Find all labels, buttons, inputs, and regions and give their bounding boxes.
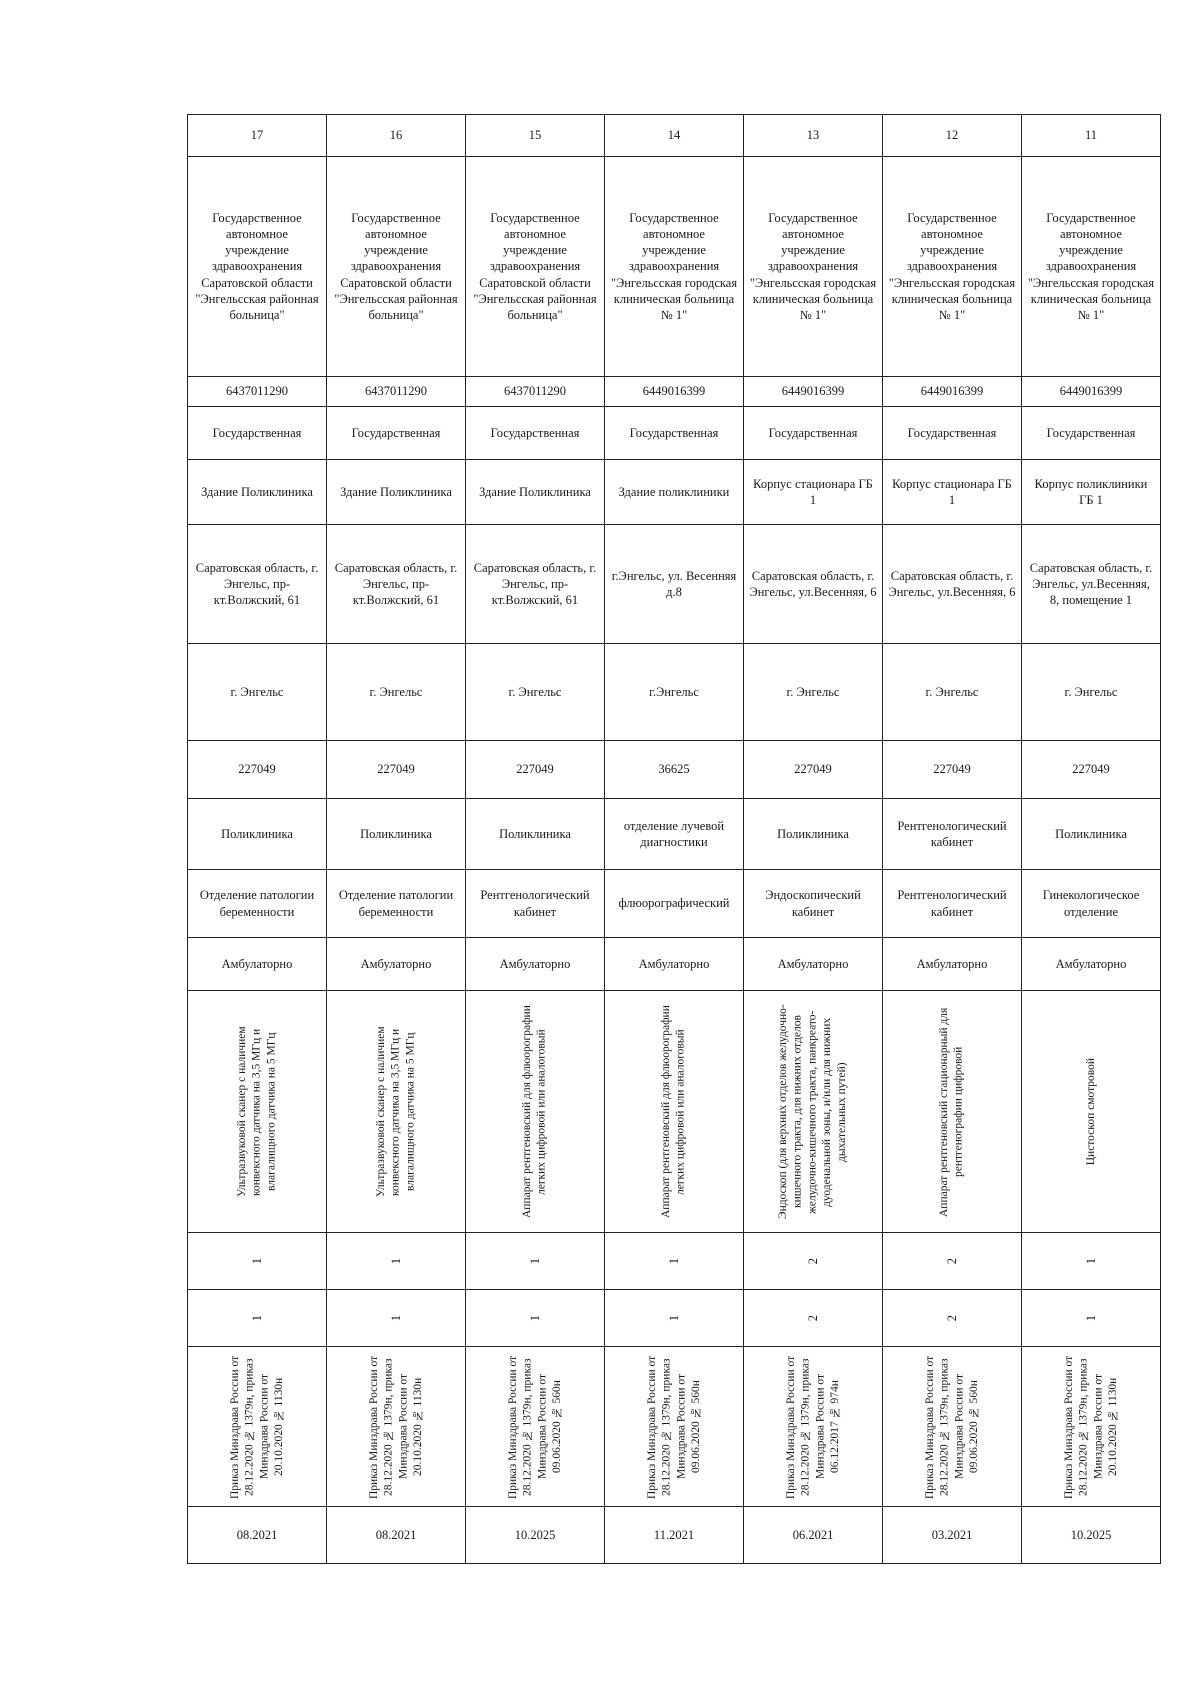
building-text: Здание Поликлиника: [479, 484, 591, 499]
rotated-text-wrapper: [190, 1315, 324, 1321]
rotated-text-wrapper: [746, 1353, 880, 1501]
unit-text: Рентгенологический кабинет: [480, 888, 590, 919]
table-row: [188, 870, 1161, 938]
building-cell: [466, 460, 605, 525]
date-cell: [1022, 1507, 1161, 1564]
column-number-text: 11: [1084, 128, 1098, 143]
quantity-b-text: 1: [388, 1314, 403, 1322]
rotated-text-wrapper: [190, 1258, 324, 1264]
building-cell: [605, 460, 744, 525]
unit-cell: [744, 870, 883, 938]
rotated-text-wrapper: [885, 1353, 1019, 1501]
quantity-a-cell: [744, 1233, 883, 1290]
column-number-cell: [327, 115, 466, 157]
quantity-a-text: 1: [527, 1257, 542, 1265]
division-text: Поликлиника: [1055, 826, 1127, 841]
column-number-cell: [188, 115, 327, 157]
quantity-a-cell: [605, 1233, 744, 1290]
rotated-text-wrapper: [468, 997, 602, 1227]
equipment-cell: [605, 991, 744, 1233]
equipment-text: Ультразвуковой сканер с наличием конвексного датчика на 3,5 МГц и влагалищного датчика на 5 МГц: [374, 1026, 417, 1197]
address-text: Саратовская область, г. Энгельс, ул.Весенняя, 6: [888, 568, 1016, 599]
date-text: 10.2025: [514, 1527, 556, 1542]
unit-cell: [883, 870, 1022, 938]
order-text: Приказ Минздрава России от 28.12.2020 № 1379н, приказ Минздрава России от 20.10.2020 № 1130н: [367, 1354, 424, 1499]
order-cell: [327, 1347, 466, 1507]
quantity-b-text: 2: [944, 1314, 959, 1322]
rotated-text-wrapper: [329, 997, 463, 1227]
rotated-text-wrapper: [468, 1353, 602, 1501]
building-text: Здание Поликлиника: [201, 484, 313, 499]
quantity-b-cell: [605, 1290, 744, 1347]
building-text: Корпус стационара ГБ 1: [892, 476, 1012, 507]
organization-cell: [1022, 157, 1161, 377]
address-text: г.Энгельс, ул. Весенняя д.8: [611, 568, 737, 599]
locality-cell: [466, 644, 605, 741]
table-row: [188, 377, 1161, 407]
ownership-text: Государственная: [768, 425, 858, 440]
population-cell: [605, 741, 744, 799]
care-form-cell: [466, 938, 605, 991]
rotated-text-wrapper: [190, 997, 324, 1227]
date-cell: [744, 1507, 883, 1564]
division-cell: [466, 799, 605, 870]
unit-cell: [605, 870, 744, 938]
address-text: Саратовская область, г. Энгельс, пр-кт.Волжский, 61: [473, 560, 597, 608]
inn-cell: [605, 377, 744, 407]
rotated-text-wrapper: [885, 1315, 1019, 1321]
quantity-b-cell: [744, 1290, 883, 1347]
division-text: Поликлиника: [221, 826, 293, 841]
building-cell: [1022, 460, 1161, 525]
column-number-text: 12: [945, 128, 959, 143]
date-text: 10.2025: [1070, 1527, 1112, 1542]
address-text: Саратовская область, г. Энгельс, ул.Весенняя, 8, помещение 1: [1029, 560, 1153, 608]
equipment-text: Аппарат рентгеновский стационарный для рентгенографии цифровой: [938, 1006, 965, 1217]
date-cell: [883, 1507, 1022, 1564]
rotated-text-wrapper: [746, 1315, 880, 1321]
care-form-text: Амбулаторно: [1055, 956, 1127, 971]
equipment-cell: [188, 991, 327, 1233]
table-row: [188, 460, 1161, 525]
care-form-cell: [605, 938, 744, 991]
unit-cell: [466, 870, 605, 938]
organization-cell: [327, 157, 466, 377]
unit-cell: [188, 870, 327, 938]
division-text: Рентгенологический кабинет: [897, 818, 1007, 849]
population-cell: [327, 741, 466, 799]
division-text: Поликлиника: [360, 826, 432, 841]
inn-cell: [1022, 377, 1161, 407]
locality-cell: [883, 644, 1022, 741]
inn-cell: [327, 377, 466, 407]
quantity-b-text: 1: [666, 1314, 681, 1322]
equipment-text: Ультразвуковой сканер с наличием конвексного датчика на 3,5 МГц и влагалищного датчика на 5 МГц: [235, 1026, 278, 1197]
inn-text: 6449016399: [781, 384, 845, 399]
unit-cell: [1022, 870, 1161, 938]
organization-cell: [188, 157, 327, 377]
organization-text: Государственное автономное учреждение здравоохранения "Энгельсская городская клиническая больница № 1": [1027, 210, 1155, 323]
column-number-text: 15: [528, 128, 542, 143]
table-row: [188, 938, 1161, 991]
organization-cell: [605, 157, 744, 377]
rotated-text-wrapper: [468, 1258, 602, 1264]
rotated-text-wrapper: [885, 1258, 1019, 1264]
address-cell: [188, 525, 327, 644]
ownership-cell: [466, 407, 605, 460]
date-text: 06.2021: [792, 1527, 834, 1542]
table-row: [188, 644, 1161, 741]
division-cell: [1022, 799, 1161, 870]
inn-text: 6449016399: [642, 384, 706, 399]
population-text: 227049: [1072, 762, 1110, 777]
address-cell: [327, 525, 466, 644]
organization-text: Государственное автономное учреждение здравоохранения Саратовской области "Энгельсская районная больница": [334, 210, 458, 323]
address-cell: [605, 525, 744, 644]
column-number-text: 17: [250, 128, 264, 143]
equipment-cell: [327, 991, 466, 1233]
order-cell: [188, 1347, 327, 1507]
inn-text: 6437011290: [225, 384, 289, 399]
order-text: Приказ Минздрава России от 28.12.2020 № 1379н, приказ Минздрава России от 06.12.2017 № 974н: [784, 1354, 841, 1499]
quantity-b-cell: [883, 1290, 1022, 1347]
ownership-cell: [744, 407, 883, 460]
unit-text: Эндоскопический кабинет: [765, 888, 861, 919]
ownership-cell: [1022, 407, 1161, 460]
date-text: 03.2021: [931, 1527, 973, 1542]
locality-text: г. Энгельс: [786, 684, 840, 699]
locality-cell: [744, 644, 883, 741]
division-text: Поликлиника: [777, 826, 849, 841]
unit-cell: [327, 870, 466, 938]
population-cell: [744, 741, 883, 799]
rotated-text-wrapper: [1024, 1315, 1158, 1321]
building-cell: [188, 460, 327, 525]
ownership-text: Государственная: [212, 425, 302, 440]
unit-text: Рентгенологический кабинет: [897, 888, 1007, 919]
quantity-a-text: 1: [388, 1257, 403, 1265]
care-form-cell: [327, 938, 466, 991]
quantity-b-text: 1: [527, 1314, 542, 1322]
care-form-cell: [1022, 938, 1161, 991]
population-text: 227049: [933, 762, 971, 777]
building-text: Здание Поликлиника: [340, 484, 452, 499]
order-cell: [883, 1347, 1022, 1507]
population-text: 227049: [238, 762, 276, 777]
population-cell: [188, 741, 327, 799]
locality-cell: [327, 644, 466, 741]
column-number-cell: [1022, 115, 1161, 157]
address-cell: [744, 525, 883, 644]
order-cell: [466, 1347, 605, 1507]
order-text: Приказ Минздрава России от 28.12.2020 № 1379н, приказ Минздрава России от 09.06.2020 № 560н: [506, 1354, 563, 1499]
locality-cell: [188, 644, 327, 741]
quantity-a-text: 1: [1083, 1257, 1098, 1265]
organization-text: Государственное автономное учреждение здравоохранения Саратовской области "Энгельсская районная больница": [195, 210, 319, 323]
equipment-text: Цистоскоп смотровой: [1084, 1057, 1097, 1166]
order-cell: [1022, 1347, 1161, 1507]
organization-cell: [744, 157, 883, 377]
equipment-text: Эндоскоп (для верхних отделов желудочно- кишечного тракта, для нижних отделов желудочно-кишечного тракта, панкреато-дуоденальной зоны, и/или для нижних дыхательных путей): [777, 1004, 849, 1219]
rotated-text-wrapper: [329, 1315, 463, 1321]
organization-text: Государственное автономное учреждение здравоохранения "Энгельсская городская клиническая больница № 1": [749, 210, 877, 323]
division-text: отделение лучевой диагностики: [623, 818, 725, 849]
population-text: 36625: [658, 762, 690, 777]
rotated-text-wrapper: [329, 1258, 463, 1264]
date-cell: [605, 1507, 744, 1564]
unit-text: флюорографический: [618, 896, 730, 911]
rotated-text-wrapper: [1024, 1058, 1158, 1165]
locality-text: г.Энгельс: [649, 684, 699, 699]
care-form-text: Амбулаторно: [638, 956, 710, 971]
order-text: Приказ Минздрава России от 28.12.2020 № 1379н, приказ Минздрава России от 20.10.2020 № 1130н: [228, 1354, 285, 1499]
organization-text: Государственное автономное учреждение здравоохранения Саратовской области "Энгельсская районная больница": [473, 210, 597, 323]
population-cell: [466, 741, 605, 799]
rotated-text-wrapper: [1024, 1353, 1158, 1501]
column-number-text: 16: [389, 128, 403, 143]
quantity-a-cell: [1022, 1233, 1161, 1290]
date-text: 08.2021: [236, 1527, 278, 1542]
population-text: 227049: [377, 762, 415, 777]
unit-text: Отделение патологии беременности: [199, 888, 315, 919]
address-cell: [466, 525, 605, 644]
quantity-a-text: 1: [666, 1257, 681, 1265]
unit-text: Гинекологическое отделение: [1042, 888, 1140, 919]
building-text: Корпус поликлиники ГБ 1: [1034, 476, 1148, 507]
ownership-cell: [605, 407, 744, 460]
table-row: [188, 525, 1161, 644]
population-cell: [1022, 741, 1161, 799]
order-cell: [744, 1347, 883, 1507]
quantity-b-text: 2: [805, 1314, 820, 1322]
table-row: [188, 991, 1161, 1233]
ownership-text: Государственная: [1046, 425, 1136, 440]
column-number-cell: [883, 115, 1022, 157]
inn-cell: [466, 377, 605, 407]
inn-cell: [744, 377, 883, 407]
table-row: [188, 407, 1161, 460]
building-cell: [744, 460, 883, 525]
inn-cell: [883, 377, 1022, 407]
equipment-cell: [883, 991, 1022, 1233]
division-text: Поликлиника: [499, 826, 571, 841]
building-cell: [883, 460, 1022, 525]
table-row: [188, 1507, 1161, 1564]
division-cell: [327, 799, 466, 870]
rotated-text-wrapper: [885, 997, 1019, 1227]
order-cell: [605, 1347, 744, 1507]
building-text: Корпус стационара ГБ 1: [753, 476, 873, 507]
unit-text: Отделение патологии беременности: [338, 888, 454, 919]
equipment-text: Аппарат рентгеновский для флюорографии легких цифровой или аналоговый: [521, 1005, 548, 1218]
table-row: [188, 1347, 1161, 1507]
quantity-a-text: 1: [249, 1257, 264, 1265]
care-form-cell: [883, 938, 1022, 991]
order-text: Приказ Минздрава России от 28.12.2020 № 1379н, приказ Минздрава России от 09.06.2020 № 560н: [645, 1354, 702, 1499]
table-row: [188, 799, 1161, 870]
ownership-cell: [327, 407, 466, 460]
address-text: Саратовская область, г. Энгельс, пр-кт.Волжский, 61: [195, 560, 319, 608]
ownership-text: Государственная: [629, 425, 719, 440]
inn-cell: [188, 377, 327, 407]
quantity-b-text: 1: [249, 1314, 264, 1322]
order-text: Приказ Минздрава России от 28.12.2020 № 1379н, приказ Минздрава России от 09.06.2020 № 560н: [923, 1354, 980, 1499]
date-cell: [188, 1507, 327, 1564]
ownership-text: Государственная: [351, 425, 441, 440]
equipment-cell: [466, 991, 605, 1233]
locality-text: г. Энгельс: [230, 684, 284, 699]
locality-text: г. Энгельс: [508, 684, 562, 699]
quantity-b-text: 1: [1083, 1314, 1098, 1322]
locality-cell: [1022, 644, 1161, 741]
ownership-text: Государственная: [907, 425, 997, 440]
ownership-text: Государственная: [490, 425, 580, 440]
quantity-a-text: 2: [805, 1257, 820, 1265]
quantity-b-cell: [1022, 1290, 1161, 1347]
locality-text: г. Энгельс: [925, 684, 979, 699]
ownership-cell: [188, 407, 327, 460]
quantity-b-cell: [188, 1290, 327, 1347]
inn-text: 6437011290: [503, 384, 567, 399]
inn-text: 6449016399: [1059, 384, 1123, 399]
table-row: [188, 741, 1161, 799]
locality-cell: [605, 644, 744, 741]
rotated-text-wrapper: [746, 1258, 880, 1264]
population-cell: [883, 741, 1022, 799]
quantity-b-cell: [327, 1290, 466, 1347]
equipment-cell: [1022, 991, 1161, 1233]
rotated-text-wrapper: [607, 1353, 741, 1501]
inn-text: 6449016399: [920, 384, 984, 399]
address-cell: [883, 525, 1022, 644]
building-text: Здание поликлиники: [618, 484, 730, 499]
rotated-text-wrapper: [607, 997, 741, 1227]
equipment-cell: [744, 991, 883, 1233]
care-form-text: Амбулаторно: [916, 956, 988, 971]
care-form-cell: [188, 938, 327, 991]
organization-cell: [883, 157, 1022, 377]
table-row: [188, 157, 1161, 377]
column-number-text: 13: [806, 128, 820, 143]
division-cell: [883, 799, 1022, 870]
table-row: [188, 115, 1161, 157]
column-number-cell: [466, 115, 605, 157]
division-cell: [744, 799, 883, 870]
date-text: 08.2021: [375, 1527, 417, 1542]
rotated-text-wrapper: [468, 1315, 602, 1321]
quantity-a-cell: [327, 1233, 466, 1290]
equipment-table: [187, 114, 1161, 1564]
quantity-b-cell: [466, 1290, 605, 1347]
locality-text: г. Энгельс: [369, 684, 423, 699]
column-number-text: 14: [667, 128, 681, 143]
organization-text: Государственное автономное учреждение здравоохранения "Энгельсская городская клиническая больница № 1": [610, 210, 738, 323]
address-text: Саратовская область, г. Энгельс, ул.Весенняя, 6: [749, 568, 877, 599]
equipment-text: Аппарат рентгеновский для флюорографии легких цифровой или аналоговый: [660, 1005, 687, 1218]
date-cell: [466, 1507, 605, 1564]
rotated-text-wrapper: [329, 1353, 463, 1501]
address-cell: [1022, 525, 1161, 644]
building-cell: [327, 460, 466, 525]
rotated-text-wrapper: [607, 1258, 741, 1264]
care-form-text: Амбулаторно: [221, 956, 293, 971]
column-number-cell: [605, 115, 744, 157]
population-text: 227049: [794, 762, 832, 777]
quantity-a-cell: [188, 1233, 327, 1290]
rotated-text-wrapper: [190, 1353, 324, 1501]
organization-text: Государственное автономное учреждение здравоохранения "Энгельсская городская клиническая больница № 1": [888, 210, 1016, 323]
organization-cell: [466, 157, 605, 377]
table-row: [188, 1290, 1161, 1347]
ownership-cell: [883, 407, 1022, 460]
population-text: 227049: [516, 762, 554, 777]
quantity-a-text: 2: [944, 1257, 959, 1265]
date-text: 11.2021: [653, 1527, 695, 1542]
care-form-text: Амбулаторно: [360, 956, 432, 971]
locality-text: г. Энгельс: [1064, 684, 1118, 699]
inn-text: 6437011290: [364, 384, 428, 399]
care-form-cell: [744, 938, 883, 991]
care-form-text: Амбулаторно: [499, 956, 571, 971]
quantity-a-cell: [883, 1233, 1022, 1290]
rotated-text-wrapper: [607, 1315, 741, 1321]
quantity-a-cell: [466, 1233, 605, 1290]
column-number-cell: [744, 115, 883, 157]
order-text: Приказ Минздрава России от 28.12.2020 № 1379н, приказ Минздрава России от 20.10.2020 № 1130н: [1062, 1354, 1119, 1499]
address-text: Саратовская область, г. Энгельс, пр-кт.Волжский, 61: [334, 560, 458, 608]
division-cell: [605, 799, 744, 870]
division-cell: [188, 799, 327, 870]
date-cell: [327, 1507, 466, 1564]
rotated-text-wrapper: [1024, 1258, 1158, 1264]
care-form-text: Амбулаторно: [777, 956, 849, 971]
table-row: [188, 1233, 1161, 1290]
rotated-text-wrapper: [746, 997, 880, 1227]
